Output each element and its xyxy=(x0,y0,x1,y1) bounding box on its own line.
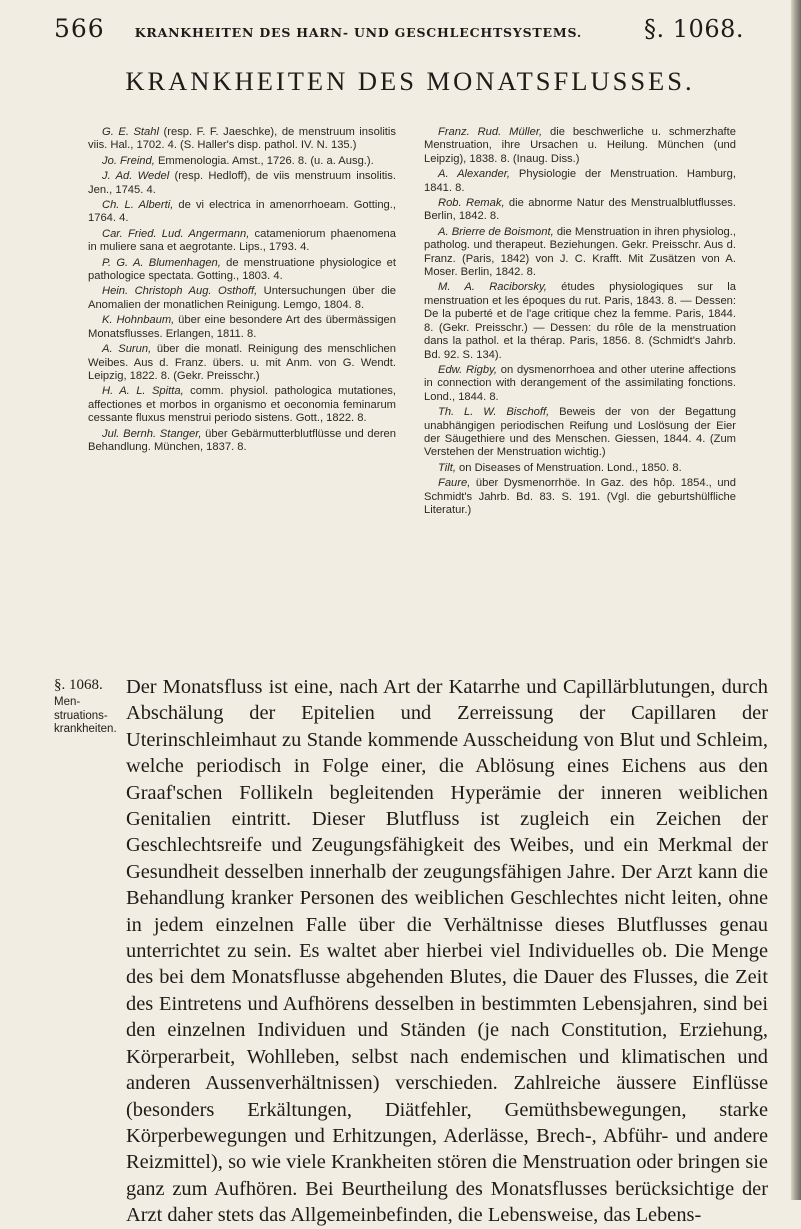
bibliography-author: Car. Fried. Lud. Angermann, xyxy=(102,227,250,240)
bibliography-entry xyxy=(88,257,396,284)
bibliography-author: Jul. Bernh. Stanger, xyxy=(102,427,202,440)
bibliography-entry xyxy=(424,281,736,361)
bibliography-entry xyxy=(88,155,396,168)
bibliography-entry xyxy=(424,477,736,517)
bibliography-entry xyxy=(424,126,736,166)
bibliography-entry xyxy=(424,226,736,280)
chapter-title: KRANKHEITEN DES MONATSFLUSSES. xyxy=(125,66,695,96)
bibliography-entry xyxy=(88,385,396,425)
bibliography-entry xyxy=(88,228,396,255)
bibliography-entry xyxy=(88,314,396,341)
section-reference: §. 1068. xyxy=(644,15,744,43)
bibliography-author: H. A. L. Spitta, xyxy=(102,385,184,398)
bibliography-citation: Beweis der von der Begattung unabhängigen periodischen Reifung und Loslösung der Eier der Säugethiere und des Menschen. Giessen, 1844. 4. (Zum Verstehen der Menstruation wichtig.) xyxy=(424,406,736,459)
bibliography-author: K. Hohnbaum, xyxy=(102,314,175,327)
bibliography-citation: über eine besondere Art des übermässigen Monatsflusses. Erlangen, 1811. 8. xyxy=(88,314,396,340)
bibliography-author: M. A. Raciborsky, xyxy=(438,281,547,294)
body-section xyxy=(54,674,774,1227)
bibliography-citation: études physiologiques sur la menstruation et les époques du rut. Paris, 1843. 8. — Dessen: De la puberté et de l'age critique chez la femme. Paris, 1844. 8. (Gekr. Preisschr.) — Dessen: du rôle de la menstruation dans la pathol. et la thérap. Paris, 1856. 8. (Schmidt's Jahrb. Bd. 92. S. 134). xyxy=(424,281,736,361)
running-title: KRANKHEITEN DES HARN- UND GESCHLECHTSYSTEMS. xyxy=(134,25,583,40)
bibliography-author: Th. L. W. Bischoff, xyxy=(438,406,550,419)
bibliography-author: A. Surun, xyxy=(102,343,152,356)
bibliography-entry xyxy=(88,170,396,197)
margin-note-line: struations- xyxy=(54,709,108,722)
bibliography-entry xyxy=(424,364,736,404)
bibliography-citation: über Dysmenorrhöe. In Gaz. des hôp. 1854., und Schmidt's Jahrb. Bd. 83. S. 191. (Vgl. die geburtshülfliche Literatur.) xyxy=(424,477,736,516)
page-number: 566 xyxy=(54,14,105,43)
bibliography-author: Ch. L. Alberti, xyxy=(102,199,174,212)
running-head xyxy=(54,14,744,48)
bibliography-citation: de menstruatione physiologice et pathologice spectata. Gotting., 1803. 4. xyxy=(88,256,396,283)
bibliography-entry xyxy=(88,343,396,383)
bibliography-citation: on dysmenorrhoea and other uterine affections in connection with derangement of the assimilating fonctions. Lond., 1844. 8. xyxy=(424,363,736,403)
bibliography-author: J. Ad. Wedel xyxy=(102,170,170,183)
bibliography-citation: (resp. F. F. Jaeschke), de menstruum insolitis viis. Hal., 1702. 4. (S. Haller's disp. pathol. IV. N. 135.) xyxy=(88,126,396,152)
bibliography-citation: die Menstruation in ihren physiolog., patholog. und therapeut. Beziehungen. Gekr. Preisschr. Aus d. Franz. (Paris, 1842) von J. C. Krafft. Mit Zusätzen von A. Moser. Berlin, 1842. 8. xyxy=(424,225,736,279)
bibliography-author: Faure, xyxy=(438,477,471,490)
bibliography-citation: Emmenologia. Amst., 1726. 8. (u. a. Ausg.). xyxy=(154,154,374,167)
main-paragraph: Der Monatsfluss ist eine, nach Art der Katarrhe und Capillärblutungen, durch Abschälung der Epitelien und Zerreissung der Capillaren der Uterinschleimhaut zu Stande kommende Ausscheidung von Blut und Schleim, welche periodisch in Folge einer, die Ablösung eines Eichens aus den Graaf'schen Follikeln begleitenden Hyperämie der inneren weiblichen Genitalien eintritt. Dieser Blutfluss ist zugleich ein Zeichen der Geschlechtsreife und Zeugungsfähigkeit des Weibes, und ein Merkmal der Gesundheit desselben innerhalb der zeugungsfähigen Jahre. Der Arzt kann die Behandlung kranker Personen des weiblichen Geschlechtes nicht leiten, ohne in jedem einzelnen Falle über die Verhältnisse dieses Blutflusses genau unterrichtet zu sein. Es waltet aber hierbei viel Individuelles ob. Die Menge des bei dem Monatsflusse abgehenden Blutes, die Dauer des Flusses, die Zeit des Eintretens und Aufhörens desselben in bestimmten Lebensjahren, sind bei den einzelnen Individuen und Ständen (je nach Constitution, Erziehung, Körperarbeit, Wohlleben, selbst nach endemischen und klimatischen und anderen Aussenverhältnissen) verschieden. Zahlreiche äussere Einflüsse (besonders Erkältungen, Diätfehler, Gemüthsbewegungen, starke Körperbewegungen und Erhitzungen, Aderlässe, Brech-, Abführ- und andere Reizmittel), so wie viele Krankheiten stören die Menstruation oder bringen sie ganz zum Aufhören. Bei Beurtheilung des Monatsflusses berücksichtige der Arzt daher stets das Allgemeinbefinden, die Lebensweise, das Lebens- xyxy=(126,676,768,1227)
bibliography-citation: comm. physiol. pathologica mutationes, affectiones et morbos in organismo et oeconomia feminarum cessante fluxus menstrui periodo sistens. Gott., 1822. 8. xyxy=(88,385,396,425)
bibliography-entry xyxy=(424,168,736,195)
bibliography-citation: über die monatl. Reinigung des menschlichen Weibes. Aus d. Franz. übers. u. mit Anm. von G. Wendt. Leipzig, 1822. 8. (Gekr. Preisschr.) xyxy=(88,343,396,382)
bibliography-citation: über Gebärmutterblutflüsse und deren Behandlung. München, 1837. 8. xyxy=(88,427,396,453)
bibliography-citation: Untersuchungen über die Anomalien der monatlichen Reinigung. Lemgo, 1804. 8. xyxy=(88,285,396,311)
bibliography-author: G. E. Stahl xyxy=(102,126,159,138)
bibliography-author: Jo. Freind, xyxy=(102,154,155,167)
bibliography-citation: die beschwerliche u. schmerzhafte Menstruation, ihre Ursachen u. Heilung. München (und Leipzig), 1838. 8. (Inaug. Diss.) xyxy=(424,126,736,165)
margin-note-line: krankheiten. xyxy=(54,723,117,735)
bibliography-author: Tilt, xyxy=(438,461,456,474)
bibliography-author: Rob. Remak, xyxy=(438,197,505,210)
bibliography-author: A. Alexander, xyxy=(438,168,510,181)
bibliography-citation: de vi electrica in amenorrhoeam. Gotting., 1764. 4. xyxy=(88,199,396,225)
bibliography-author: Franz. Rud. Müller, xyxy=(438,126,543,138)
bibliography-author: Hein. Christoph Aug. Osthoff, xyxy=(102,285,258,298)
bibliography-entry xyxy=(424,462,736,475)
bibliography-citation: die abnorme Natur des Menstrualblutflusses. Berlin, 1842. 8. xyxy=(424,197,736,223)
bibliography-entry xyxy=(88,199,396,226)
bibliography-citation: on Diseases of Menstruation. Lond., 1850. 8. xyxy=(455,461,682,474)
paragraph-number: §. 1068. xyxy=(54,677,103,693)
bibliography-author: P. G. A. Blumenhagen, xyxy=(102,256,221,269)
bibliography-citation: catameniorum phaenomena in muliere sana et aegrotante. Lips., 1793. 4. xyxy=(88,227,396,254)
bibliography-right-column xyxy=(424,126,736,666)
bibliography-citation: Physiologie der Menstruation. Hamburg, 1841. 8. xyxy=(424,168,736,194)
bibliography-entry xyxy=(424,406,736,460)
bibliography-author: A. Brierre de Boismont, xyxy=(438,225,554,238)
bibliography-left-column xyxy=(88,126,396,666)
margin-notes xyxy=(54,674,116,737)
bibliography-entry xyxy=(88,285,396,312)
page-edge xyxy=(791,0,801,1200)
margin-note-line: Men- xyxy=(54,696,81,708)
bibliography-entry xyxy=(88,126,396,153)
bibliography-author: Edw. Rigby, xyxy=(438,363,497,376)
bibliography-entry xyxy=(424,197,736,224)
bibliography-citation: (resp. Hedloff), de viis menstruum insolitis. Jen., 1745. 4. xyxy=(88,170,396,196)
bibliography-entry xyxy=(88,428,396,455)
